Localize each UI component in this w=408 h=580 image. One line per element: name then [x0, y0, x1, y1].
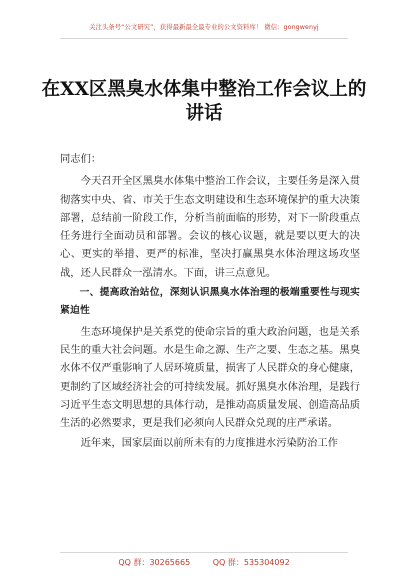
document-body [60, 150, 360, 455]
footer [0, 557, 408, 568]
header-divider [60, 38, 348, 39]
paragraph-3: 近年来，国家层面以前所未有的力度推进水污染防治工作 [80, 437, 339, 450]
footer-qq-group-1: QQ 群：30265665 [118, 558, 191, 567]
paragraph-intro: 今天召开全区黑臭水体集中整治工作会议，主要任务是深入贯彻落实中央、省、市关于生态文明建设和生态环境保护的重大决策部署，总结前一阶段工作，分析当前面临的形势，对下一阶段重点任务进行全面动员和部署。会议的核心议题，就是要以更大的决心、更实的举措、更严的标准，坚决打赢黑臭水体治理这场攻坚战，还人民群众一泓清水。下面，讲三点意见。 [60, 175, 360, 279]
paragraph-2: 生态环境保护是关系党的使命宗旨的重大政治问题，也是关系民生的重大社会问题。水是生命之源、生产之要、生态之基。黑臭水体不仅严重影响了人居环境质量，损害了人民群众的身心健康，更制约了区域经济社会的可持续发展。抓好黑臭水体治理，是践行习近平生态文明思想的具体行动，是推动高质量发展、创造高品质生活的必然要求，更是我们必须向人民群众兑现的庄严承诺。 [60, 325, 360, 430]
footer-divider [60, 552, 348, 553]
footer-qq-group-2: QQ 群：535304092 [212, 558, 290, 567]
document-title: 在XX区黑臭水体集中整治工作会议上的讲话 [41, 79, 367, 124]
section-heading-1: 一、提高政治站位，深刻认识黑臭水体治理的极端重要性与现实紧迫性 [60, 287, 360, 317]
header-banner: 关注头条号“公文研究”，获得最新最全最专业的公文资料库！ 微信：gongwenyj [89, 24, 319, 31]
salutation: 同志们： [60, 153, 102, 165]
